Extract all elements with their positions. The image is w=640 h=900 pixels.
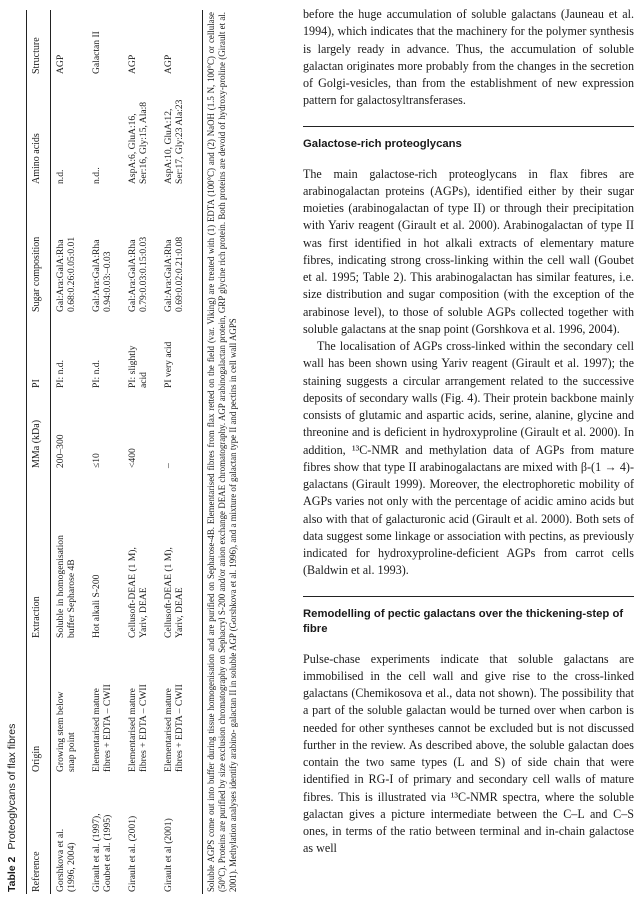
table-cell-amino <box>55 170 66 184</box>
table-cell-line: ≤10 <box>91 453 102 468</box>
table-region <box>0 0 290 900</box>
table-footnote <box>206 12 239 892</box>
table-cell-line: Ser:17, Gly:23 Ala:23 <box>174 99 185 184</box>
table-cell-line: Hot alkali S-200 <box>91 574 102 638</box>
table-cell-line: fibres + EDTA – CWII <box>174 684 185 772</box>
table-cell-line: Gal:Ara:GalA:Rha <box>55 239 66 312</box>
body-text-column <box>303 0 634 900</box>
table-cell-line: Yariv, DEAE <box>174 587 185 638</box>
col-header-amino: Amino acids <box>31 133 42 184</box>
table-cell-mma <box>163 463 174 468</box>
col-header-reference: Reference <box>31 851 42 892</box>
table-cell-line: 0.69:0.02:0.21:0.08 <box>174 236 185 312</box>
table-cell-pi <box>163 342 174 388</box>
table-bottom-rule <box>202 10 203 894</box>
table-cell-line: Gal:Ara:GalA:Rha <box>127 239 138 312</box>
table-cell-extraction <box>163 547 185 638</box>
col-header-structure: Structure <box>31 37 42 74</box>
table-cell-line: AspA:10, GluA:12, <box>163 108 174 184</box>
table-cell-origin <box>55 692 77 772</box>
section-heading-proteoglycans: Galactose-rich proteoglycans <box>303 137 462 150</box>
table-top-rule <box>26 10 27 894</box>
table-cell-line: 0.68:0.26:0.05:0.01 <box>66 236 77 312</box>
footnote-line: chromatography. AGP arabinogalactan protein, GRP glycine rich protein. Both proteins are devoid of hydroxy-proline (Girault et al. 2001). Methylation analyses identify arabino- <box>217 11 238 892</box>
table-title: Proteoglycans of flax fibres <box>6 723 18 850</box>
table-cell-line: PI: n.d. <box>55 360 66 388</box>
table-cell-line: Growing stem below <box>55 691 66 772</box>
table-cell-pi <box>91 360 102 388</box>
table-cell-line: Elementarised mature <box>91 688 102 772</box>
table-cell-origin <box>127 684 149 772</box>
table-cell-line: – <box>163 463 174 468</box>
table-cell-line: Gorshkova et al. <box>55 828 66 892</box>
table-cell-mma <box>55 434 66 468</box>
table-cell-line: 0.94:0.03:–0.03 <box>102 251 113 312</box>
table-cell-origin <box>163 684 185 772</box>
table-cell-line: <400 <box>127 448 138 468</box>
table-cell-line: 0.79:0.03:0.15:0.03 <box>138 236 149 312</box>
table-cell-line: Elementarised mature <box>163 688 174 772</box>
paragraph-agp-1: The main galactose-rich proteoglycans in flax fibres are arabinogalactan proteins (AGPs), identified either by their sugar moieties (arabinogalactan of type II) or through their precipitation with Yariv reagent (Girault et al. 2000). Arabinogalactan of type II was first identified in hot alkali extracts of elementary mature fibres, indicating strong cross-linking within the cell wall (Goubet et al. 1995; Table 2). This arabinogalactan has similar features, i.e. size distribution and sugar composition (with the exception of the arabinose level), to those of soluble AGPs collected together with soluble galactans at the snap point (Gorshkova et al. 1996, 2004). <box>303 166 634 336</box>
table-cell-line: PI: n.d. <box>91 360 102 388</box>
table-cell-reference <box>163 818 174 892</box>
table-cell-line: acid <box>138 372 149 388</box>
table-cell-pi <box>55 360 66 388</box>
table-cell-line: Gal:Ara:GalA:Rha <box>163 239 174 312</box>
table-cell-reference <box>91 813 113 892</box>
table-cell-amino <box>127 102 149 184</box>
table-cell-reference <box>55 829 77 892</box>
table-cell-line: n.d. <box>55 169 66 184</box>
table-cell-line: Girault et al (2001) <box>163 818 174 892</box>
table-cell-line: Girault et al. (2001) <box>127 815 138 892</box>
table-header-rule <box>50 10 51 894</box>
footnote-line: EDTA (100°C) and (2) NaOH (1.5 N, 100°C) or cellulase (50°C). Proteins are purified by size exclusion chromatography on Sephacryl S-200 and/or anion exchange DEAE <box>206 12 227 892</box>
table-2 <box>0 4 282 900</box>
table-cell-sugar <box>91 240 113 312</box>
table-cell-line: Galactan II <box>91 31 102 74</box>
section-rule <box>303 596 634 597</box>
table-cell-origin <box>91 684 113 772</box>
col-header-sugar: Sugar composition <box>31 236 42 312</box>
table-cell-line: Cellusoft-DEAE (1 M), <box>127 547 138 638</box>
table-cell-structure <box>163 55 174 74</box>
table-cell-mma <box>91 453 102 468</box>
table-cell-extraction <box>55 535 77 638</box>
table-cell-line: Ser:16, Gly:15, Ala:8 <box>138 101 149 184</box>
table-cell-line: Elementarised mature <box>127 688 138 772</box>
table-cell-line: 200–300 <box>55 434 66 468</box>
col-header-extraction: Extraction <box>31 596 42 638</box>
footnote-line: Soluble AGPS come out into buffer during tissue homogenisation and are purified on Sepharose-4B. Elementarised fibres from flax retted on the field (var. Viking) are treated with (1) <box>206 224 216 892</box>
table-cell-amino <box>91 167 102 184</box>
section-heading-remodelling: Remodelling of pectic galactans over the thickening-step of fibre <box>303 607 624 635</box>
table-cell-structure <box>55 55 66 74</box>
paragraph-remodelling: Pulse-chase experiments indicate that soluble galactans are immobilised in the cell wall and give rise to the cross-linked galactans (Chemikosova et al., data not shown). The possibility that a part of the soluble galactan would be turned over when carbon is needed for other syntheses cannot be excluded but is not discussed further in the review. As described above, the soluble galactan does contain the two same types (L and S) of side chain that were identified in RG-I of primary and secondary cell walls of mature fibres. This is illustrated via ¹³C-NMR spectra, where the soluble galactan gives a picture intermediate between the C–L and C–S ones, in terms of the ratio between terminal and in-chain galactose as well <box>303 651 634 856</box>
table-cell-line: fibres + EDTA – CWII <box>138 684 149 772</box>
table-cell-reference <box>127 816 138 892</box>
table-cell-line: Goubet et al. (1995) <box>102 814 113 892</box>
table-cell-pi <box>127 346 149 388</box>
paragraph-agp-2: The localisation of AGPs cross-linked within the secondary cell wall has been shown using Yariv reagent (Girault et al. 1997); the staining suggests a circular arrangement related to the successive deposits of secondary walls (Fig. 4). Their protein backbone mainly consists of glutamic and aspartic acids, serine, alanine, glycine and threonine and is deficient in hydroxyproline (Girault et al. 2000). In addition, ¹³C-NMR and methylation data of AGPs from mature fibres show that type II arabinogalactans are mixed with β-(1 → 4)-galactans (Girault 1999). Moreover, the electrophoretic mobility of AGPs varies not only with the percentage of acidic amino acids but also with that of galacturonic acid (Girault et al. 2000). Both sets of data suggest some linkage or association with pectins, as previously indicated for hydroxyproline-deficient AGPs from carrot cells (Baldwin et al. 1993). <box>303 339 634 578</box>
table-cell-line: AGP <box>127 54 138 74</box>
table-cell-line: AspA:6, GluA:16, <box>127 113 138 184</box>
table-cell-line: Soluble in homogenisation <box>55 535 66 638</box>
table-cell-line: buffer Sepharose 4B <box>66 559 77 638</box>
col-header-origin: Origin <box>31 745 42 772</box>
table-cell-line: Gal:Ara:GalA:Rha <box>91 239 102 312</box>
section-rule <box>303 126 634 127</box>
table-cell-structure <box>91 31 102 74</box>
table-cell-line: PI very acid <box>163 341 174 388</box>
table-cell-line: n.d.. <box>91 167 102 184</box>
table-cell-structure <box>127 55 138 74</box>
table-cell-sugar <box>127 237 149 312</box>
table-cell-line: snap point <box>66 732 77 772</box>
footnote-line: galactan II in soluble AGP (Gorshkova et al. 1996), and a mixture of galactan type II and pectins in cell wall AGPS <box>228 318 238 728</box>
table-cell-line: PI: slightly <box>127 345 138 388</box>
table-cell-line: Yariv, DEAE <box>138 587 149 638</box>
col-header-pi: PI <box>31 379 42 388</box>
table-label: Table 2 <box>6 856 18 892</box>
table-cell-line: Cellusoft-DEAE (1 M), <box>163 547 174 638</box>
table-cell-line: AGP <box>55 54 66 74</box>
table-cell-line: Girault et al. (1997), <box>91 813 102 892</box>
table-caption <box>6 724 18 892</box>
table-cell-line: AGP <box>163 54 174 74</box>
table-cell-line: (1996, 2004) <box>66 842 77 892</box>
table-cell-extraction <box>127 547 149 638</box>
table-cell-line: fibres + EDTA – CWII <box>102 684 113 772</box>
table-cell-mma <box>127 448 138 468</box>
col-header-mma: MMa (kDa) <box>31 419 42 468</box>
paragraph-intro: before the huge accumulation of soluble galactans (Jauneau et al. 1994), which indicates that the machinery for the polymer synthesis is largely ready in advance. Thus, the accumulation of soluble galactan originates more probably from the changes in the secretion of Golgi-vesicles, than from the establishment of new expression pattern for galactosyltransferases. <box>303 7 634 108</box>
table-cell-amino <box>163 100 185 184</box>
table-cell-sugar <box>55 237 77 312</box>
table-cell-sugar <box>163 237 185 312</box>
table-cell-extraction <box>91 575 102 638</box>
